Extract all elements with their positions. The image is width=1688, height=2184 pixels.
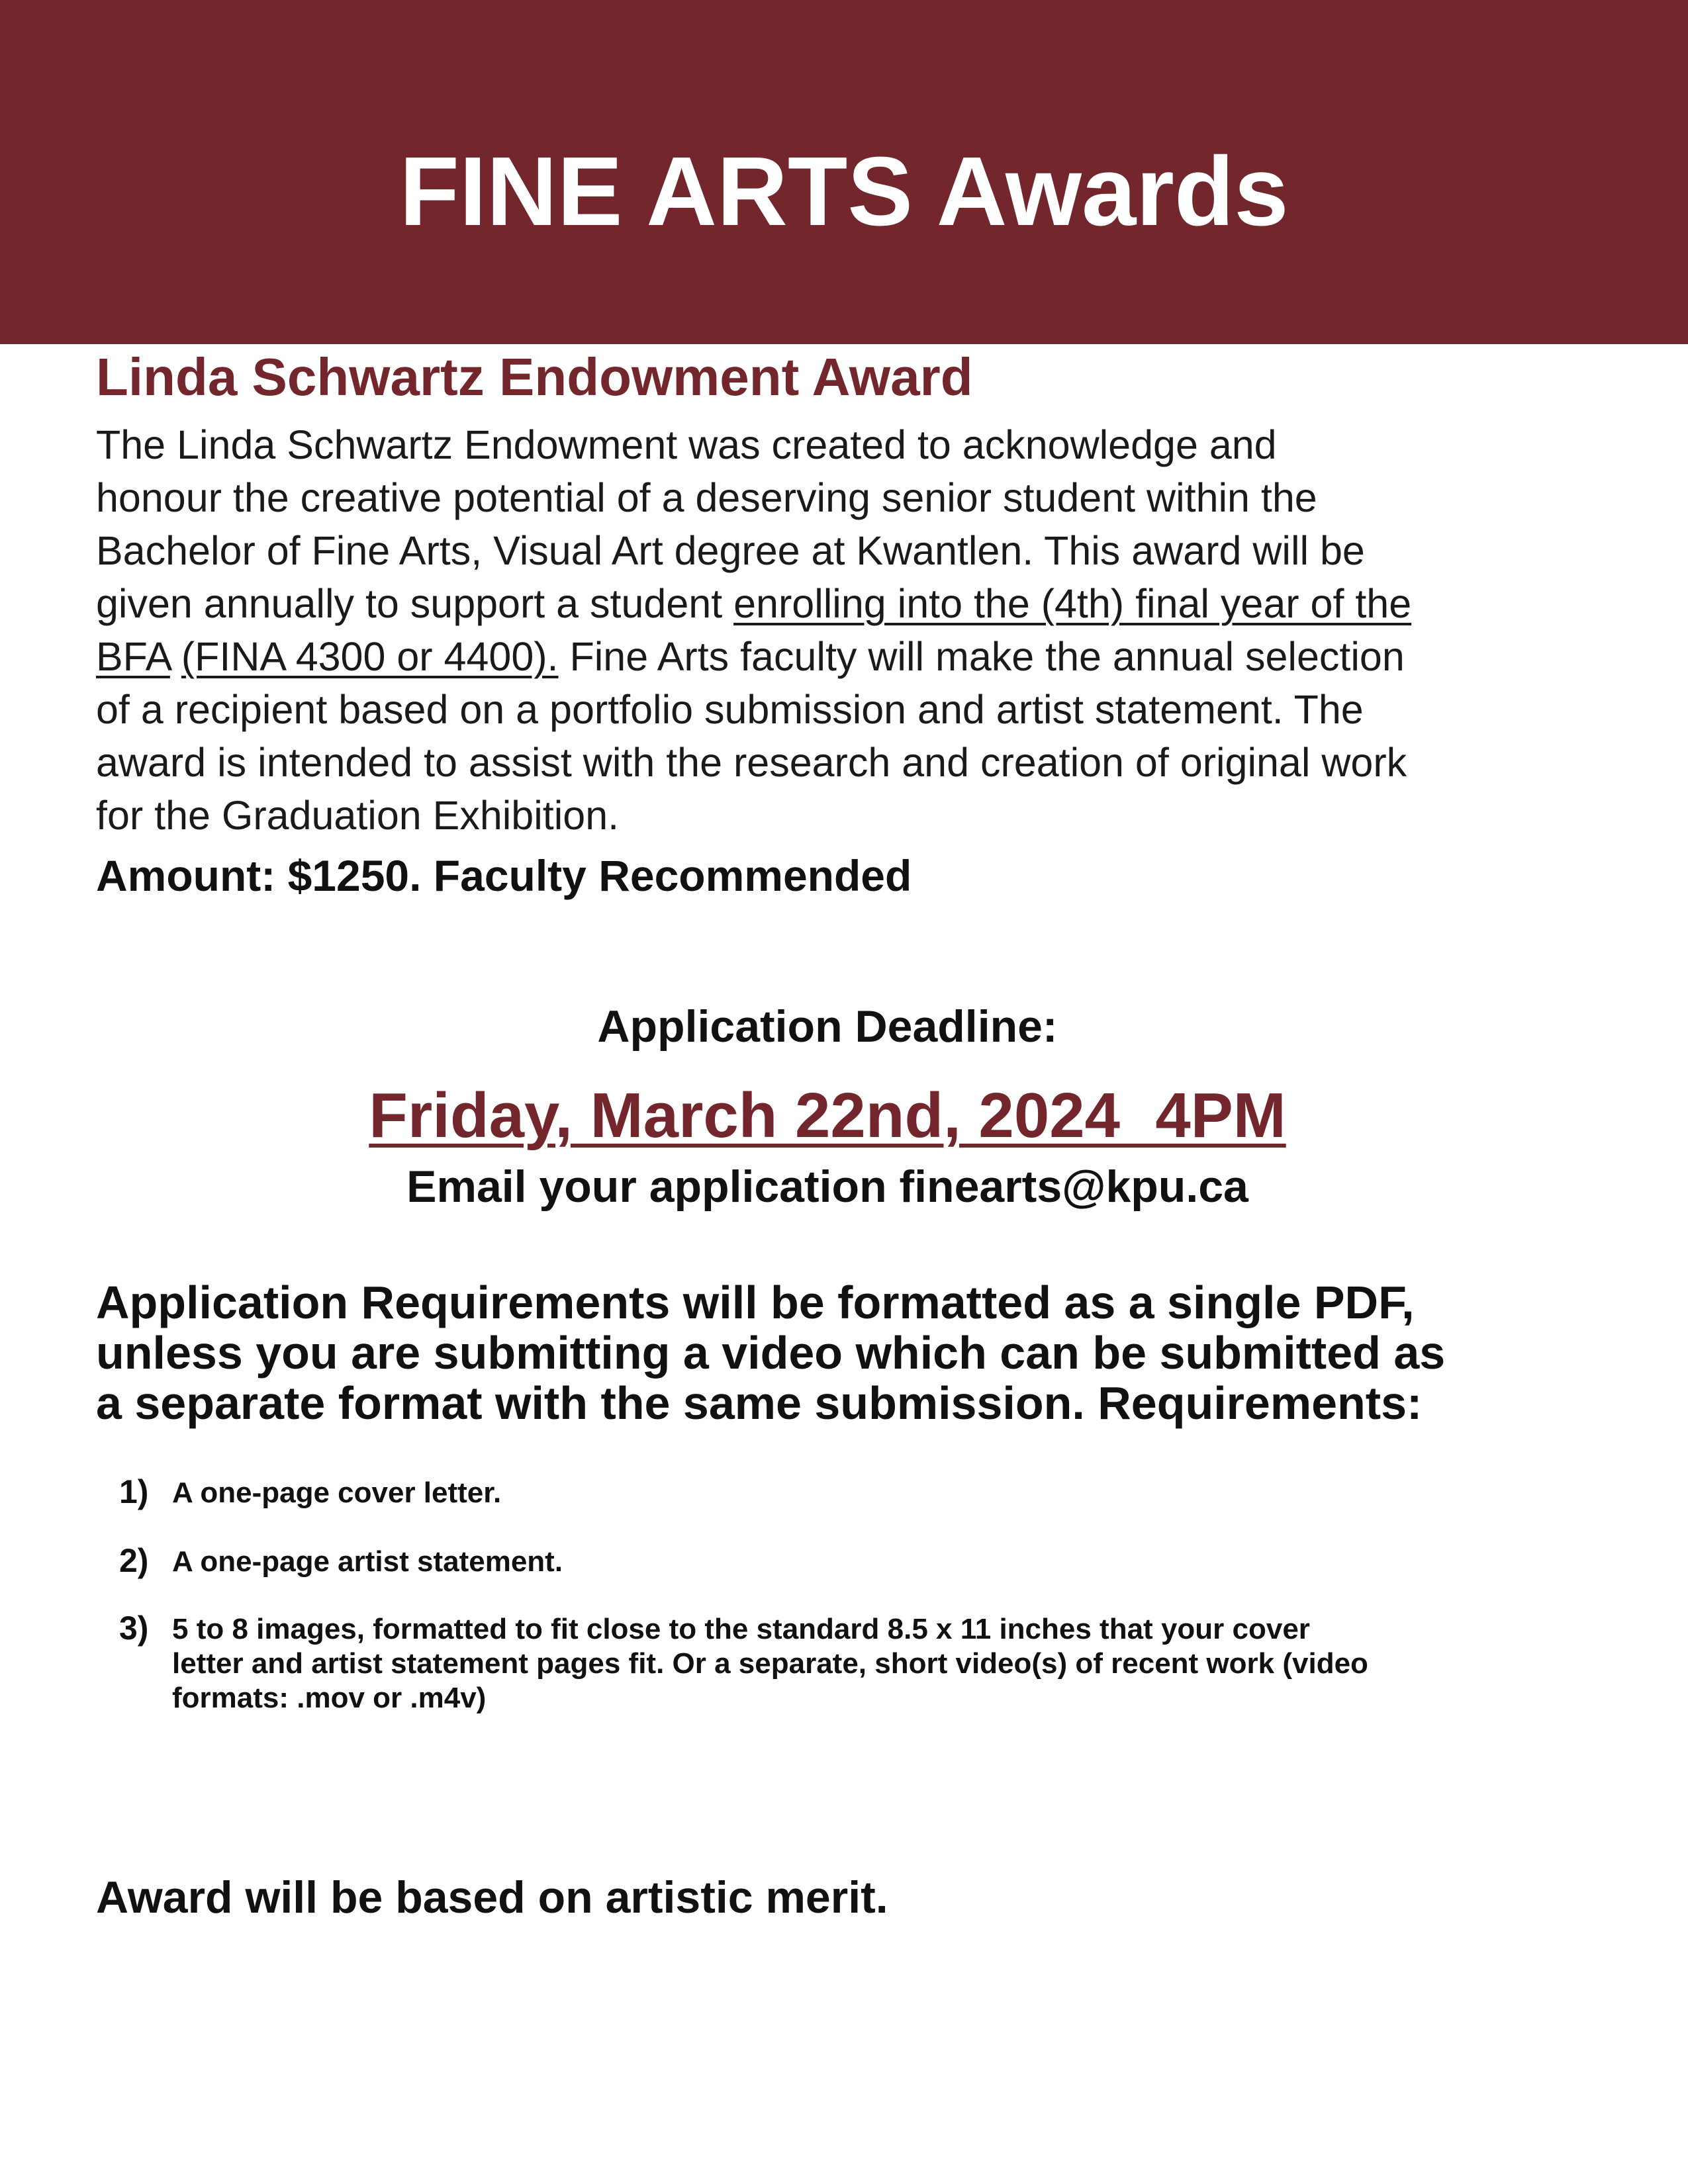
description-line <box>96 577 1618 630</box>
list-item-line: A one-page artist statement. <box>172 1545 563 1578</box>
deadline-label: Application Deadline: <box>597 1001 1058 1052</box>
description-space <box>170 634 181 679</box>
description-line: honour the creative potential of a deserving senior student within the <box>96 475 1317 520</box>
email-instruction: Email your application finearts@kpu.ca <box>406 1161 1248 1212</box>
underlined-eligibility-text: enrolling into the (4th) final year of the <box>733 581 1412 626</box>
page-title: FINE ARTS Awards <box>399 137 1289 246</box>
list-item <box>119 1612 1368 1715</box>
list-item-number: 2) <box>119 1542 149 1579</box>
list-item <box>119 1542 563 1579</box>
list-item-number: 3) <box>119 1610 149 1647</box>
award-heading: Linda Schwartz Endowment Award <box>96 347 973 406</box>
list-item-text <box>172 1476 501 1510</box>
underlined-program-text: BFA <box>96 634 170 679</box>
award-description <box>96 418 1618 842</box>
deadline-date-text: Friday, March 22nd, 2024 4PM <box>369 1080 1286 1151</box>
list-item-text <box>172 1612 1368 1715</box>
deadline-date <box>0 1076 1655 1156</box>
description-line <box>96 630 1618 683</box>
award-amount: Amount: $1250. Faculty Recommended <box>96 851 912 900</box>
requirements-intro-line: Application Requirements will be formatted as a single PDF, <box>96 1277 1415 1328</box>
list-item <box>119 1473 502 1510</box>
description-line: award is intended to assist with the research and creation of original work <box>96 740 1407 785</box>
requirements-intro-line: a separate format with the same submission. Requirements: <box>96 1377 1423 1429</box>
list-item-line: formats: .mov or .m4v) <box>172 1682 487 1714</box>
list-item-line: letter and artist statement pages fit. Or a separate, short video(s) of recent work (video <box>172 1647 1368 1680</box>
description-text: given annually to support a student <box>96 581 734 626</box>
list-item-text <box>172 1545 563 1579</box>
requirements-intro-line: unless you are submitting a video which can be submitted as <box>96 1327 1446 1379</box>
description-line: Bachelor of Fine Arts, Visual Art degree at Kwantlen. This award will be <box>96 528 1365 573</box>
list-item-line: A one-page cover letter. <box>172 1477 502 1509</box>
closing-statement: Award will be based on artistic merit. <box>96 1872 888 1923</box>
description-line: for the Graduation Exhibition. <box>96 793 620 838</box>
list-item-line: 5 to 8 images, formatted to fit close to the standard 8.5 x 11 inches that your cover <box>172 1613 1310 1645</box>
underlined-course-codes: (FINA 4300 or 4400). <box>181 634 559 679</box>
title-banner <box>0 0 1688 344</box>
description-line: The Linda Schwartz Endowment was created to acknowledge and <box>96 422 1277 467</box>
requirements-intro <box>96 1277 1632 1428</box>
description-line: of a recipient based on a portfolio submission and artist statement. The <box>96 687 1364 732</box>
list-item-number: 1) <box>119 1473 149 1510</box>
description-text: Fine Arts faculty will make the annual selection <box>558 634 1405 679</box>
